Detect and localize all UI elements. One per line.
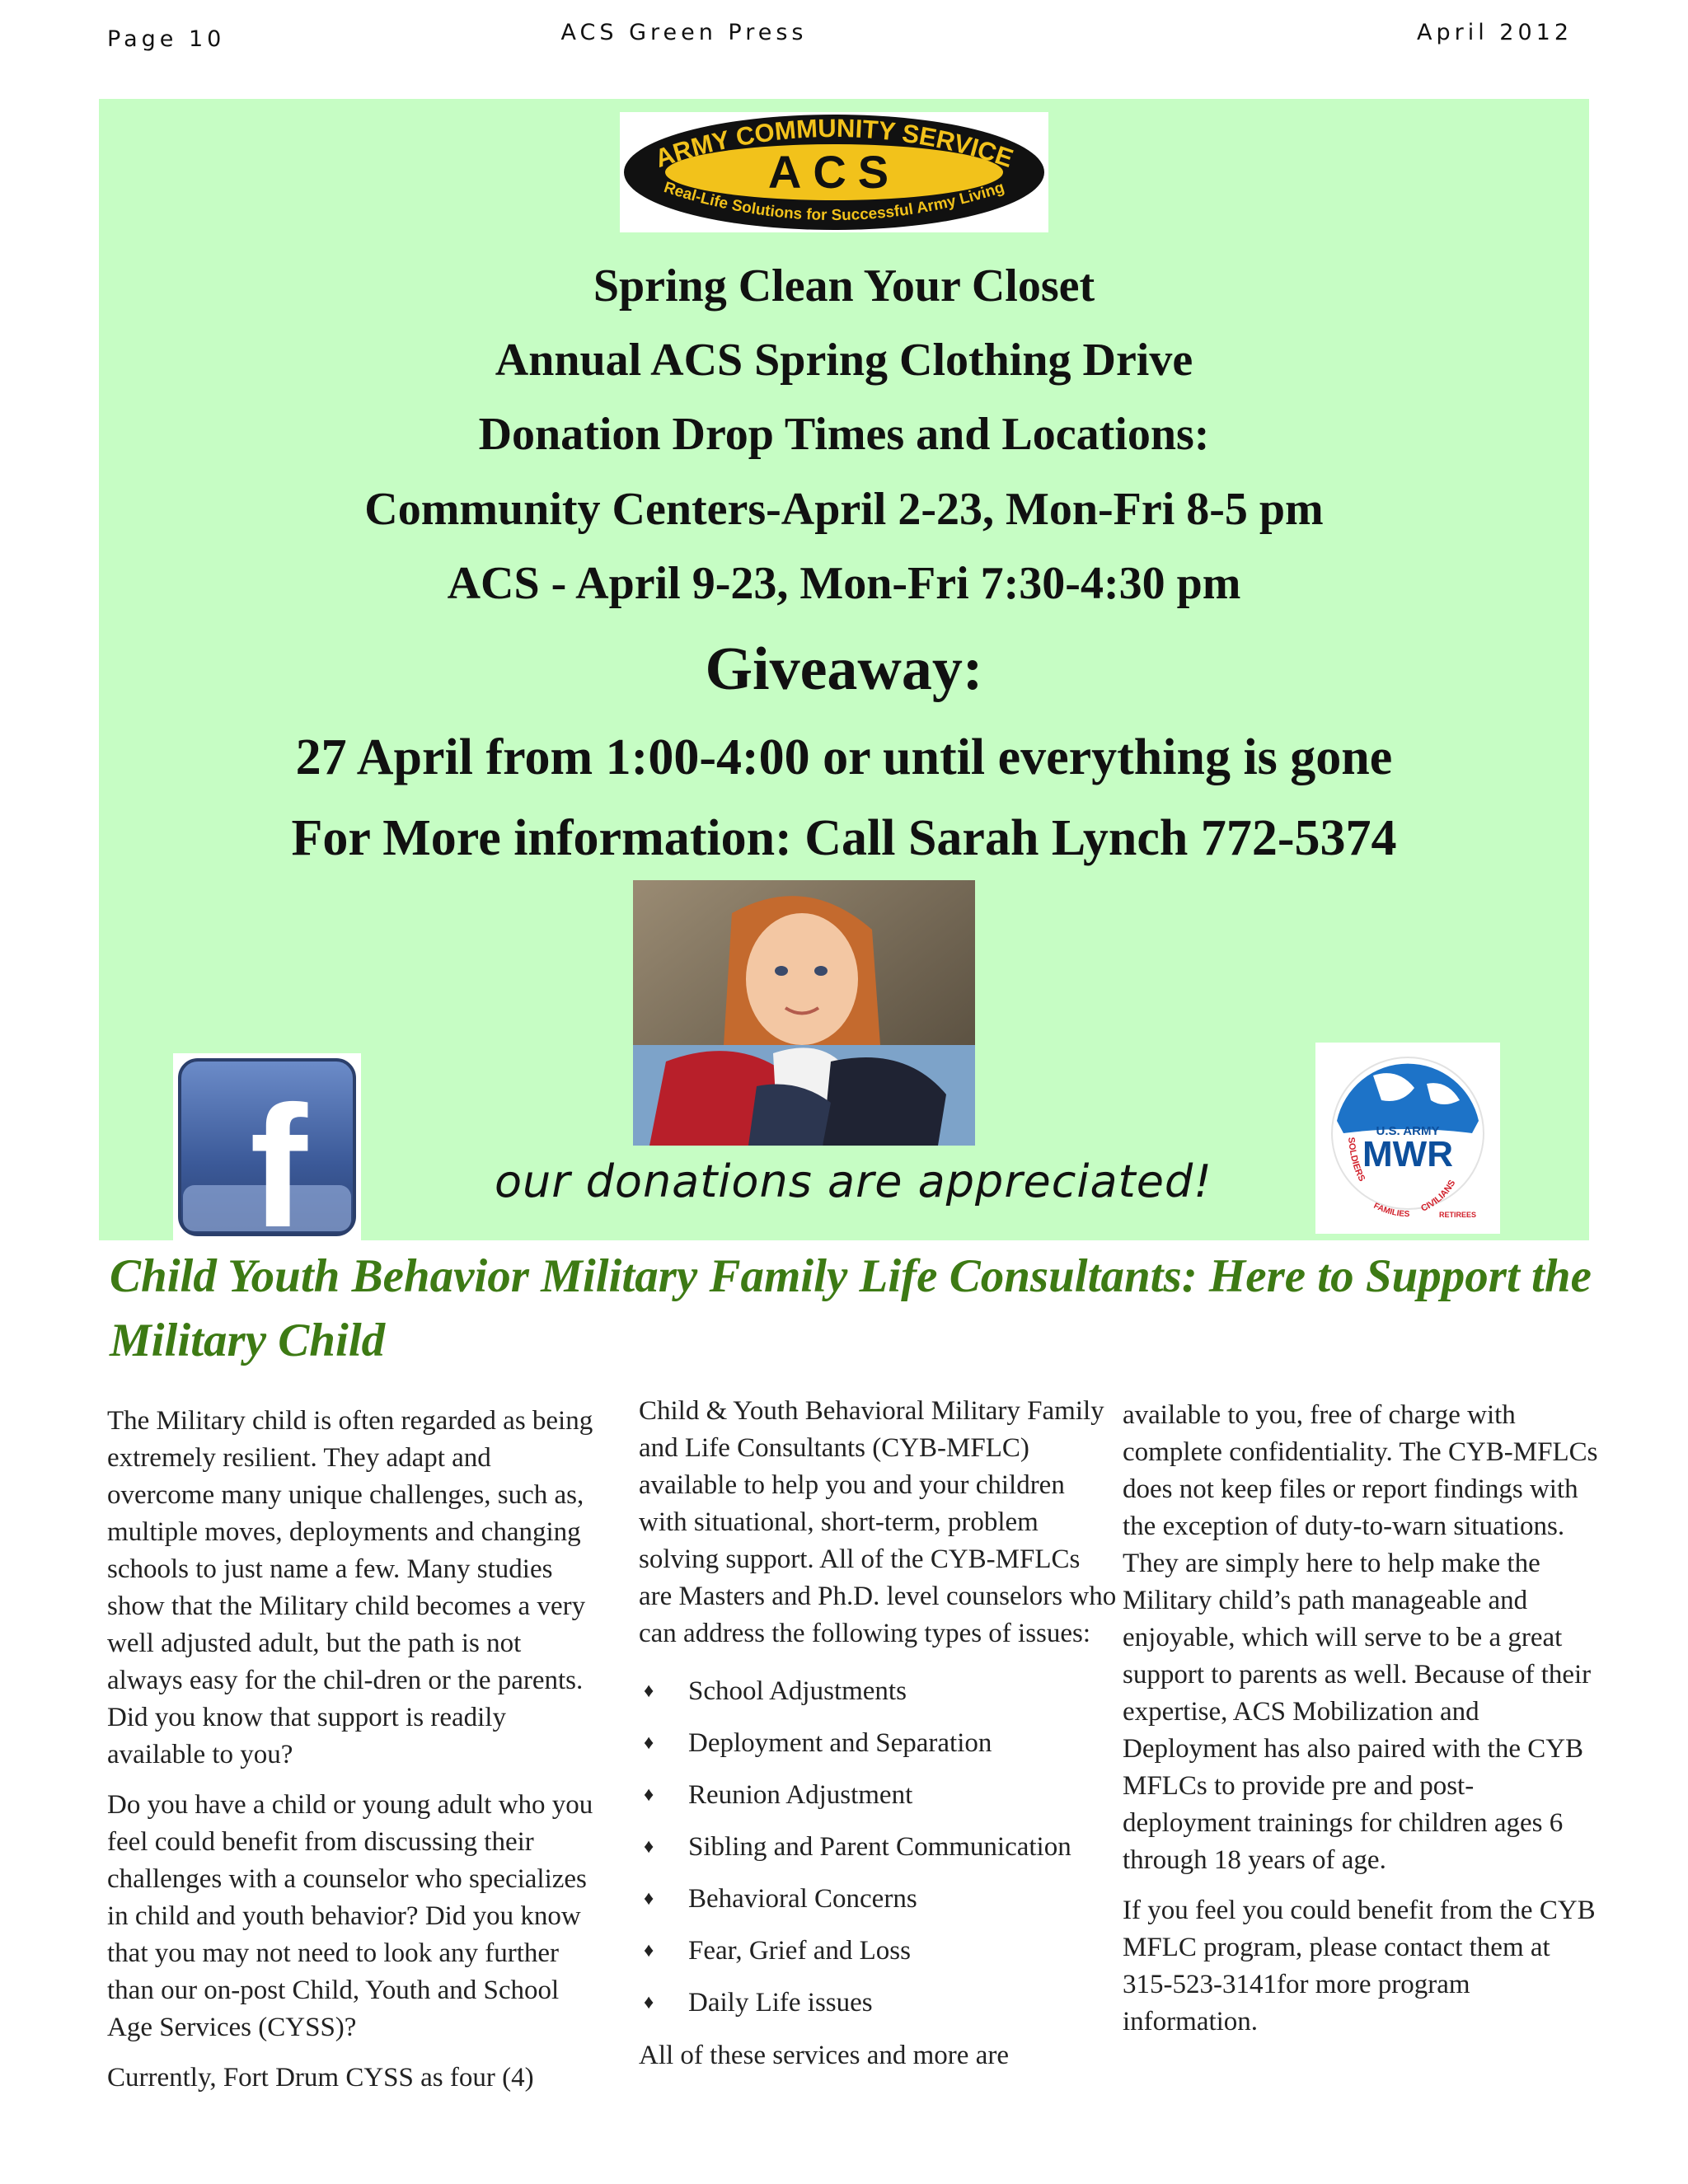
- list-item: ♦ Reunion Adjustment: [639, 1769, 1117, 1821]
- mwr-logo: [1315, 1043, 1500, 1234]
- mwr-letters: MWR: [1362, 1134, 1453, 1174]
- article-column-3: [1123, 1397, 1601, 2054]
- flyer-giveaway-heading: Giveaway:: [705, 635, 983, 703]
- facebook-letter: f: [250, 1070, 307, 1241]
- flyer-headline: Spring Clean Your Closet: [593, 260, 1095, 312]
- flyer-contact: For More information: Call Sarah Lynch 772-5374: [291, 810, 1397, 866]
- flyer-community-centers: Community Centers-April 2-23, Mon-Fri 8-5 pm: [364, 484, 1324, 535]
- article-column-2: [639, 1393, 1117, 2088]
- list-item: ♦ Behavioral Concerns: [639, 1873, 1117, 1925]
- article-title: Child Youth Behavior Military Family Life Consultants: Here to Support the Military Child: [110, 1250, 1592, 1366]
- flyer-acs-times: ACS - April 9-23, Mon-Fri 7:30-4:30 pm: [447, 558, 1241, 609]
- col1-paragraph-2: Do you have a child or young adult who you feel could benefit from discussing their challenges with a counselor who specializes in child and youth behavior? Did you know that you may not need to look any further than our on-post Child, Youth and School Age Services (CYSS)?: [107, 1790, 593, 2042]
- clothing-drive-flyer: [99, 99, 1589, 1240]
- issues-list: [639, 1666, 1117, 2029]
- facebook-icon[interactable]: [173, 1053, 361, 1241]
- list-item: ♦ Fear, Grief and Loss: [639, 1925, 1117, 1977]
- list-item: ♦ Sibling and Parent Communication: [639, 1821, 1117, 1873]
- flyer-subheadline: Annual ACS Spring Clothing Drive: [495, 335, 1193, 386]
- mwr-ring-civilians: CIVILIANS: [1419, 1178, 1458, 1214]
- col2-paragraph-2: All of these services and more are: [639, 2041, 1009, 2070]
- flyer-giveaway-date: 27 April from 1:00-4:00 or until everything is gone: [295, 729, 1393, 785]
- list-item: ♦ Deployment and Separation: [639, 1718, 1117, 1769]
- issue-date: April 2012: [1416, 20, 1573, 45]
- col1-paragraph-3: Currently, Fort Drum CYSS as four (4): [107, 2063, 534, 2093]
- col3-paragraph-2: If you feel you could benefit from the CYB MFLC program, please contact them at 315-523-3141for more program information.: [1123, 1896, 1596, 2036]
- acs-logo-center-text: ACS: [767, 146, 901, 198]
- flyer-caption: our donations are appreciated!: [495, 1155, 1212, 1207]
- col2-paragraph-1: Child & Youth Behavioral Military Family and Life Consultants (CYB-MFLC) available to help you and your children with situational, short-term, problem solving support. All of the CYB-MFLCs are Masters and Ph.D. level counselors who can address the following types of issues:: [639, 1396, 1117, 1648]
- mwr-us-army: U.S. ARMY: [1376, 1124, 1440, 1138]
- list-item: ♦ School Adjustments: [639, 1666, 1117, 1718]
- acs-logo-bottom-text: Real-Life Solutions for Successful Army Living: [661, 179, 1007, 225]
- mwr-ring-families: FAMILIES: [1372, 1201, 1410, 1220]
- publication-name: ACS Green Press: [560, 20, 808, 45]
- child-with-clothes-photo: [633, 880, 975, 1146]
- mwr-ring-retirees: RETIREES: [1439, 1211, 1477, 1219]
- flyer-drop-heading: Donation Drop Times and Locations:: [478, 409, 1210, 460]
- mwr-ring-soldiers: SOLDIERS: [1345, 1137, 1367, 1183]
- list-item: ♦ Daily Life issues: [639, 1977, 1117, 2029]
- page-number: Page 10: [107, 26, 226, 52]
- acs-logo-top-text: ARMY COMMUNITY SERVICE: [651, 113, 1017, 173]
- col1-paragraph-1: The Military child is often regarded as being extremely resilient. They adapt and overcome many unique challenges, such as, multiple moves, deployments and changing schools to just name a few. Many studies show that the Military child becomes a very well adjusted adult, but the path is not always easy for the chil-dren or the parents. Did you know that support is readily available to you?: [107, 1406, 593, 1769]
- article-column-1: [107, 1403, 602, 2110]
- acs-logo-icon: [620, 112, 1048, 232]
- col3-paragraph-1: available to you, free of charge with complete confidentiality. The CYB-MFLCs does not keep files or report findings with the exception of duty-to-warn situations. They are simply here to help make the Military child’s path manageable and enjoyable, which will serve to be a great support to parents as well. Because of their expertise, ACS Mobilization and Deployment has also paired with the CYB MFLCs to provide pre and post-deployment trainings for children ages 6 through 18 years of age.: [1123, 1400, 1598, 1875]
